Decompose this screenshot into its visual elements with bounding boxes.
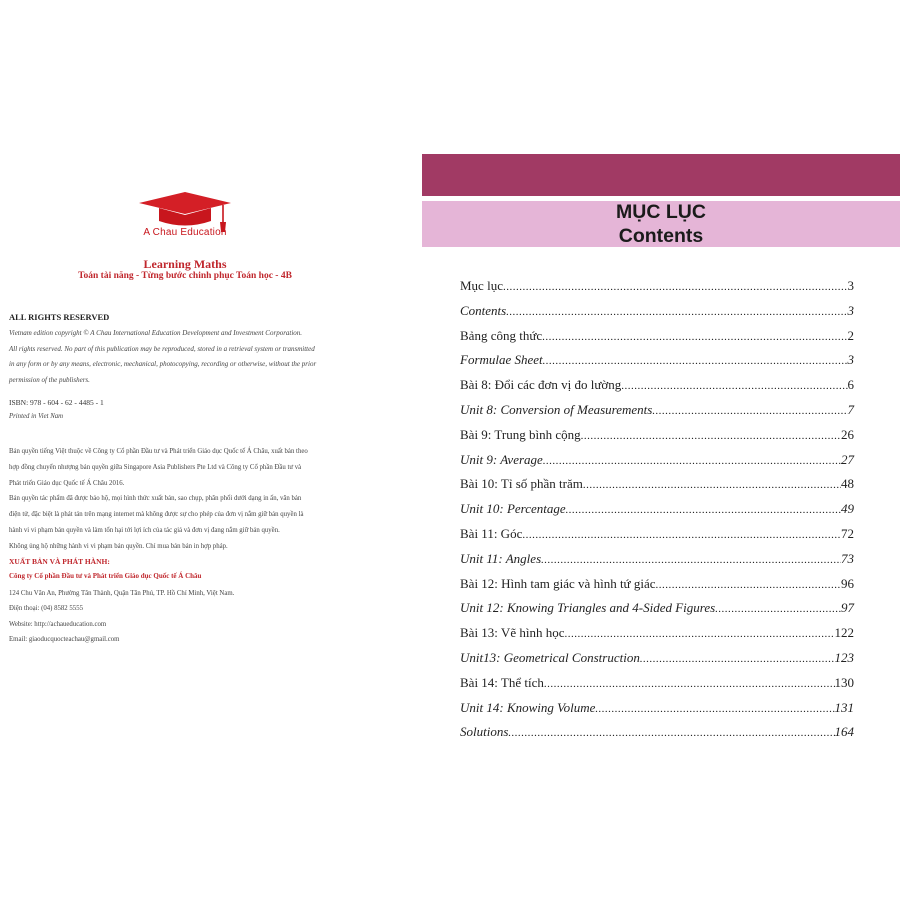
- toc-entry-title: Bài 13: Vẽ hình học: [460, 625, 565, 641]
- toc-entry-title: Unit 14: Knowing Volume: [460, 699, 596, 715]
- copyright-page: [0, 0, 420, 900]
- copyright-line: permission of the publishers.: [9, 375, 90, 384]
- dot-leader: [621, 380, 847, 392]
- contents-page: [420, 0, 900, 900]
- dot-leader: [583, 479, 841, 491]
- toc-entry: [460, 303, 854, 328]
- contact-website: Website: http://achaueducation.com: [9, 620, 107, 628]
- toc-entry-page: 27: [841, 451, 854, 467]
- toc-entry-page: 72: [841, 525, 854, 541]
- toc-entry: [460, 724, 854, 749]
- dot-leader: [541, 554, 841, 566]
- table-of-contents: [460, 278, 854, 749]
- contact-phone: Điện thoại: (04) 8582 5555: [9, 605, 83, 613]
- toc-entry: [460, 650, 854, 675]
- toc-title-english: Contents: [618, 225, 704, 247]
- toc-entry-page: 26: [841, 426, 854, 442]
- toc-entry-page: 130: [834, 674, 854, 690]
- toc-entry: [460, 551, 854, 576]
- license-notice: [9, 444, 371, 555]
- toc-entry-title: Bài 10: Tỉ số phần trăm: [460, 476, 583, 492]
- dot-leader: [595, 703, 834, 715]
- toc-entry-title: Unit13: Geometrical Construction: [460, 649, 640, 665]
- toc-entry: [460, 526, 854, 551]
- toc-entry: [460, 700, 854, 725]
- contact-address: 124 Chu Văn An, Phường Tân Thành, Quận Tân Phú, TP. Hồ Chí Minh, Việt Nam.: [9, 590, 235, 597]
- toc-entry: [460, 328, 854, 353]
- isbn: ISBN: 978 - 604 - 62 - 4485 - 1: [9, 398, 104, 407]
- publisher-heading: XUẤT BẢN VÀ PHÁT HÀNH:: [9, 557, 110, 566]
- publisher-name: Công ty Cổ phần Đầu tư và Phát triển Giáo dục Quốc tế Á Châu: [9, 572, 202, 580]
- copyright-line: All rights reserved. No part of this publication may be reproduced, stored in a retrieval system or transmitted: [9, 344, 315, 353]
- dot-leader: [544, 678, 835, 690]
- toc-entry: [460, 377, 854, 402]
- dot-leader: [564, 628, 834, 640]
- toc-entry-page: 3: [847, 278, 854, 293]
- dot-leader: [566, 504, 841, 516]
- toc-entry: [460, 600, 854, 625]
- toc-entry-page: 97: [841, 600, 854, 616]
- dot-leader: [640, 653, 835, 665]
- toc-entry: [460, 501, 854, 526]
- toc-entry-title: Bài 9: Trung bình cộng: [460, 426, 581, 442]
- license-line: điện tử, đặc biệt là phát tán trên mạng internet mà không được sự cho phép của đơn vị nắm giữ bản quyền là: [9, 511, 304, 519]
- toc-entry: [460, 625, 854, 650]
- toc-entry-title: Formulae Sheet: [460, 352, 543, 368]
- copyright-notice: [9, 326, 369, 388]
- contact-email: Email: giaoducquocteachau@gmail.com: [9, 635, 120, 643]
- dot-leader: [506, 306, 847, 318]
- toc-entry-page: 7: [847, 401, 854, 417]
- toc-entry: [460, 278, 854, 303]
- toc-entry-title: Bảng công thức: [460, 327, 543, 343]
- toc-entry-title: Contents: [460, 302, 507, 318]
- license-line: Bản quyền tác phẩm đã được bảo hộ, mọi hình thức xuất bản, sao chụp, phân phối dưới dạng in ấn, văn bản: [9, 495, 302, 503]
- toc-entry-title: Bài 12: Hình tam giác và hình tứ giác: [460, 575, 656, 591]
- toc-entry-page: 96: [841, 575, 854, 591]
- toc-entry-title: Unit 12: Knowing Triangles and 4-Sided Figures: [460, 600, 716, 616]
- printed-in: Printed in Viet Nam: [9, 413, 64, 420]
- toc-entry: [460, 576, 854, 601]
- toc-entry-title: Bài 11: Góc: [460, 525, 523, 541]
- toc-entry: [460, 352, 854, 377]
- license-line: hành vi vi phạm bản quyền và làm tổn hại tới lợi ích của tác giả và đơn vị đang nắm giữ bản quyền.: [9, 526, 280, 534]
- toc-entry-title: Unit 9: Average: [460, 451, 543, 467]
- dot-leader: [543, 455, 841, 467]
- logo-caption: A Chau Education: [143, 227, 227, 238]
- toc-entry-title: Mục lục: [460, 278, 503, 293]
- toc-entry-page: 123: [834, 649, 854, 665]
- license-line: hợp đồng chuyển nhượng bản quyền giữa Singapore Asia Publishers Pte Ltd và Công ty Cổ phần Đầu tư và: [9, 463, 302, 471]
- toc-entry-page: 122: [834, 625, 854, 641]
- toc-entry-title: Bài 14: Thể tích: [460, 674, 544, 690]
- publisher-contact: [9, 586, 369, 647]
- dot-leader: [652, 405, 847, 417]
- book-title: Learning Maths: [143, 257, 227, 271]
- toc-entry-page: 3: [847, 302, 854, 318]
- rights-heading: ALL RIGHTS RESERVED: [9, 312, 110, 322]
- toc-entry-page: 2: [847, 327, 854, 343]
- copyright-line: Vietnam edition copyright © A Chau International Education Development and Investment Corporation.: [9, 329, 303, 337]
- toc-entry-title: Unit 10: Percentage: [460, 501, 566, 517]
- copyright-line: in any form or by any means, electronic, mechanical, photocopying, recording or otherwise, without the prior: [9, 360, 317, 368]
- dot-leader: [542, 331, 847, 343]
- dot-leader: [508, 727, 834, 739]
- license-line: Không ủng hộ những hành vi vi phạm bản quyền. Chỉ mua bản bản in hợp pháp.: [9, 542, 228, 550]
- dot-leader: [656, 579, 841, 591]
- dot-leader: [543, 355, 848, 367]
- toc-entry-page: 3: [847, 352, 854, 368]
- toc-entry-page: 49: [841, 501, 854, 517]
- license-line: Phát triển Giáo dục Quốc tế Á Châu 2016.: [9, 479, 125, 487]
- toc-entry-page: 6: [847, 377, 854, 393]
- toc-entry: [460, 476, 854, 501]
- toc-title-vietnamese: MỤC LỤC: [616, 201, 706, 223]
- toc-entry-title: Unit 11: Angles: [460, 550, 542, 566]
- toc-entry-page: 73: [841, 550, 854, 566]
- license-line: Bản quyền tiếng Việt thuộc về Công ty Cổ phần Đầu tư và Phát triển Giáo dục Quốc tế Á Châu, xuất bản theo: [9, 448, 308, 455]
- book-subtitle: Toán tài năng - Từng bước chinh phục Toán học - 4B: [78, 271, 292, 281]
- toc-entry-page: 48: [841, 476, 854, 492]
- toc-entry: [460, 402, 854, 427]
- dot-leader: [581, 430, 841, 442]
- toc-entry: [460, 452, 854, 477]
- toc-entry: [460, 675, 854, 700]
- dot-leader: [503, 281, 848, 293]
- header-band: [422, 154, 900, 196]
- toc-entry-title: Solutions: [460, 724, 509, 740]
- dot-leader: [715, 603, 841, 615]
- toc-entry-page: 131: [834, 699, 854, 715]
- toc-entry-page: 164: [834, 724, 854, 740]
- dot-leader: [522, 529, 841, 541]
- toc-entry: [460, 427, 854, 452]
- toc-entry-title: Bài 8: Đổi các đơn vị đo lường: [460, 377, 622, 393]
- toc-entry-title: Unit 8: Conversion of Measurements: [460, 401, 653, 417]
